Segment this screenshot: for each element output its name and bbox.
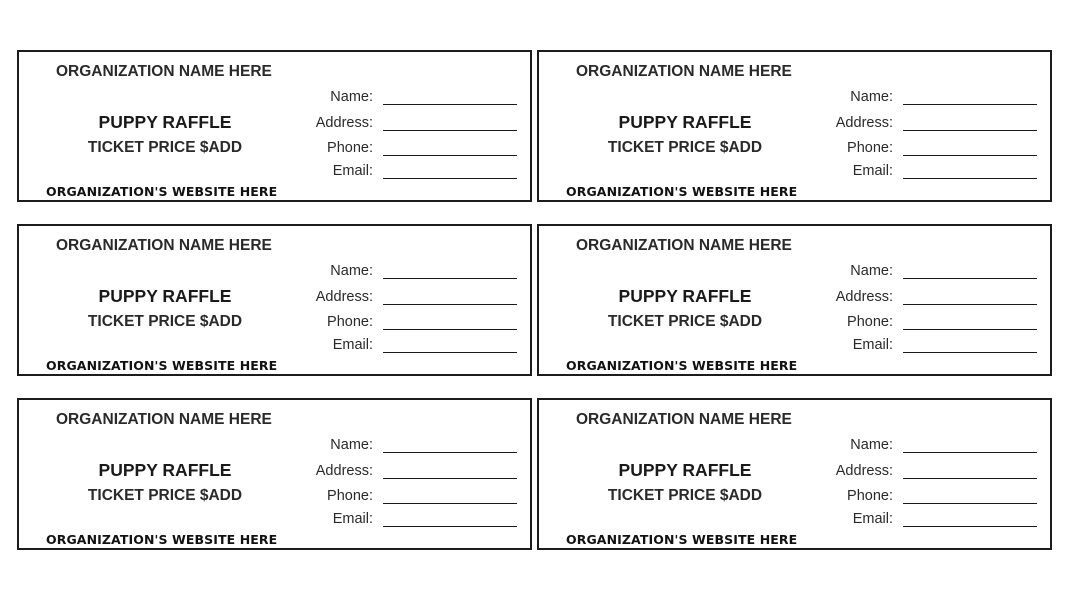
address-line[interactable] xyxy=(903,130,1037,131)
address-label: Address: xyxy=(835,115,893,131)
address-label: Address: xyxy=(315,115,373,131)
raffle-ticket xyxy=(17,398,532,550)
name-field[interactable] xyxy=(817,435,1037,455)
raffle-ticket xyxy=(17,224,532,376)
name-field[interactable] xyxy=(817,87,1037,107)
phone-line[interactable] xyxy=(383,329,517,330)
email-line[interactable] xyxy=(903,178,1037,179)
address-label: Address: xyxy=(835,463,893,479)
organization-website: ORGANIZATION'S WEBSITE HERE xyxy=(46,184,278,199)
raffle-ticket xyxy=(537,50,1052,202)
address-label: Address: xyxy=(315,289,373,305)
address-field[interactable] xyxy=(817,461,1037,481)
organization-website: ORGANIZATION'S WEBSITE HERE xyxy=(46,358,278,373)
ticket-price: TICKET PRICE $ADD xyxy=(607,313,763,330)
email-label: Email: xyxy=(852,163,893,179)
name-line[interactable] xyxy=(383,278,517,279)
name-line[interactable] xyxy=(903,278,1037,279)
name-field[interactable] xyxy=(297,261,517,281)
address-field[interactable] xyxy=(817,113,1037,133)
email-label: Email: xyxy=(852,511,893,527)
raffle-ticket xyxy=(17,50,532,202)
phone-label: Phone: xyxy=(327,488,373,504)
raffle-title: PUPPY RAFFLE xyxy=(618,112,752,132)
address-line[interactable] xyxy=(383,478,517,479)
phone-label: Phone: xyxy=(847,488,893,504)
email-field[interactable] xyxy=(817,509,1037,529)
name-label: Name: xyxy=(850,89,893,105)
name-label: Name: xyxy=(330,89,373,105)
ticket-price: TICKET PRICE $ADD xyxy=(87,313,243,330)
phone-line[interactable] xyxy=(903,503,1037,504)
email-line[interactable] xyxy=(903,526,1037,527)
raffle-title: PUPPY RAFFLE xyxy=(98,286,232,306)
email-label: Email: xyxy=(332,511,373,527)
phone-field[interactable] xyxy=(297,312,517,332)
organization-website: ORGANIZATION'S WEBSITE HERE xyxy=(566,358,798,373)
email-field[interactable] xyxy=(817,161,1037,181)
phone-field[interactable] xyxy=(817,486,1037,506)
name-line[interactable] xyxy=(903,452,1037,453)
phone-field[interactable] xyxy=(817,312,1037,332)
organization-website: ORGANIZATION'S WEBSITE HERE xyxy=(566,532,798,547)
organization-name: ORGANIZATION NAME HERE xyxy=(576,411,792,428)
phone-line[interactable] xyxy=(903,329,1037,330)
email-line[interactable] xyxy=(383,352,517,353)
ticket-price: TICKET PRICE $ADD xyxy=(87,139,243,156)
organization-name: ORGANIZATION NAME HERE xyxy=(576,63,792,80)
organization-name: ORGANIZATION NAME HERE xyxy=(576,237,792,254)
phone-field[interactable] xyxy=(297,138,517,158)
email-field[interactable] xyxy=(297,509,517,529)
address-line[interactable] xyxy=(903,304,1037,305)
phone-label: Phone: xyxy=(847,314,893,330)
organization-name: ORGANIZATION NAME HERE xyxy=(56,237,272,254)
name-label: Name: xyxy=(330,437,373,453)
ticket-price: TICKET PRICE $ADD xyxy=(607,139,763,156)
email-line[interactable] xyxy=(383,526,517,527)
phone-line[interactable] xyxy=(903,155,1037,156)
phone-field[interactable] xyxy=(297,486,517,506)
organization-website: ORGANIZATION'S WEBSITE HERE xyxy=(46,532,278,547)
organization-name: ORGANIZATION NAME HERE xyxy=(56,63,272,80)
raffle-title: PUPPY RAFFLE xyxy=(98,112,232,132)
address-line[interactable] xyxy=(383,304,517,305)
email-field[interactable] xyxy=(297,161,517,181)
address-field[interactable] xyxy=(297,287,517,307)
name-label: Name: xyxy=(850,437,893,453)
phone-line[interactable] xyxy=(383,155,517,156)
organization-website: ORGANIZATION'S WEBSITE HERE xyxy=(566,184,798,199)
phone-label: Phone: xyxy=(327,314,373,330)
name-line[interactable] xyxy=(383,104,517,105)
email-field[interactable] xyxy=(817,335,1037,355)
email-label: Email: xyxy=(852,337,893,353)
phone-label: Phone: xyxy=(847,140,893,156)
address-field[interactable] xyxy=(817,287,1037,307)
phone-label: Phone: xyxy=(327,140,373,156)
address-field[interactable] xyxy=(297,461,517,481)
name-field[interactable] xyxy=(297,435,517,455)
raffle-title: PUPPY RAFFLE xyxy=(618,286,752,306)
raffle-title: PUPPY RAFFLE xyxy=(98,460,232,480)
name-label: Name: xyxy=(850,263,893,279)
phone-line[interactable] xyxy=(383,503,517,504)
email-field[interactable] xyxy=(297,335,517,355)
raffle-title: PUPPY RAFFLE xyxy=(618,460,752,480)
email-line[interactable] xyxy=(903,352,1037,353)
email-line[interactable] xyxy=(383,178,517,179)
address-line[interactable] xyxy=(383,130,517,131)
email-label: Email: xyxy=(332,337,373,353)
raffle-ticket xyxy=(537,224,1052,376)
ticket-price: TICKET PRICE $ADD xyxy=(87,487,243,504)
organization-name: ORGANIZATION NAME HERE xyxy=(56,411,272,428)
address-field[interactable] xyxy=(297,113,517,133)
name-line[interactable] xyxy=(903,104,1037,105)
address-line[interactable] xyxy=(903,478,1037,479)
ticket-price: TICKET PRICE $ADD xyxy=(607,487,763,504)
address-label: Address: xyxy=(835,289,893,305)
name-field[interactable] xyxy=(297,87,517,107)
raffle-ticket xyxy=(537,398,1052,550)
name-field[interactable] xyxy=(817,261,1037,281)
name-label: Name: xyxy=(330,263,373,279)
email-label: Email: xyxy=(332,163,373,179)
name-line[interactable] xyxy=(383,452,517,453)
phone-field[interactable] xyxy=(817,138,1037,158)
address-label: Address: xyxy=(315,463,373,479)
